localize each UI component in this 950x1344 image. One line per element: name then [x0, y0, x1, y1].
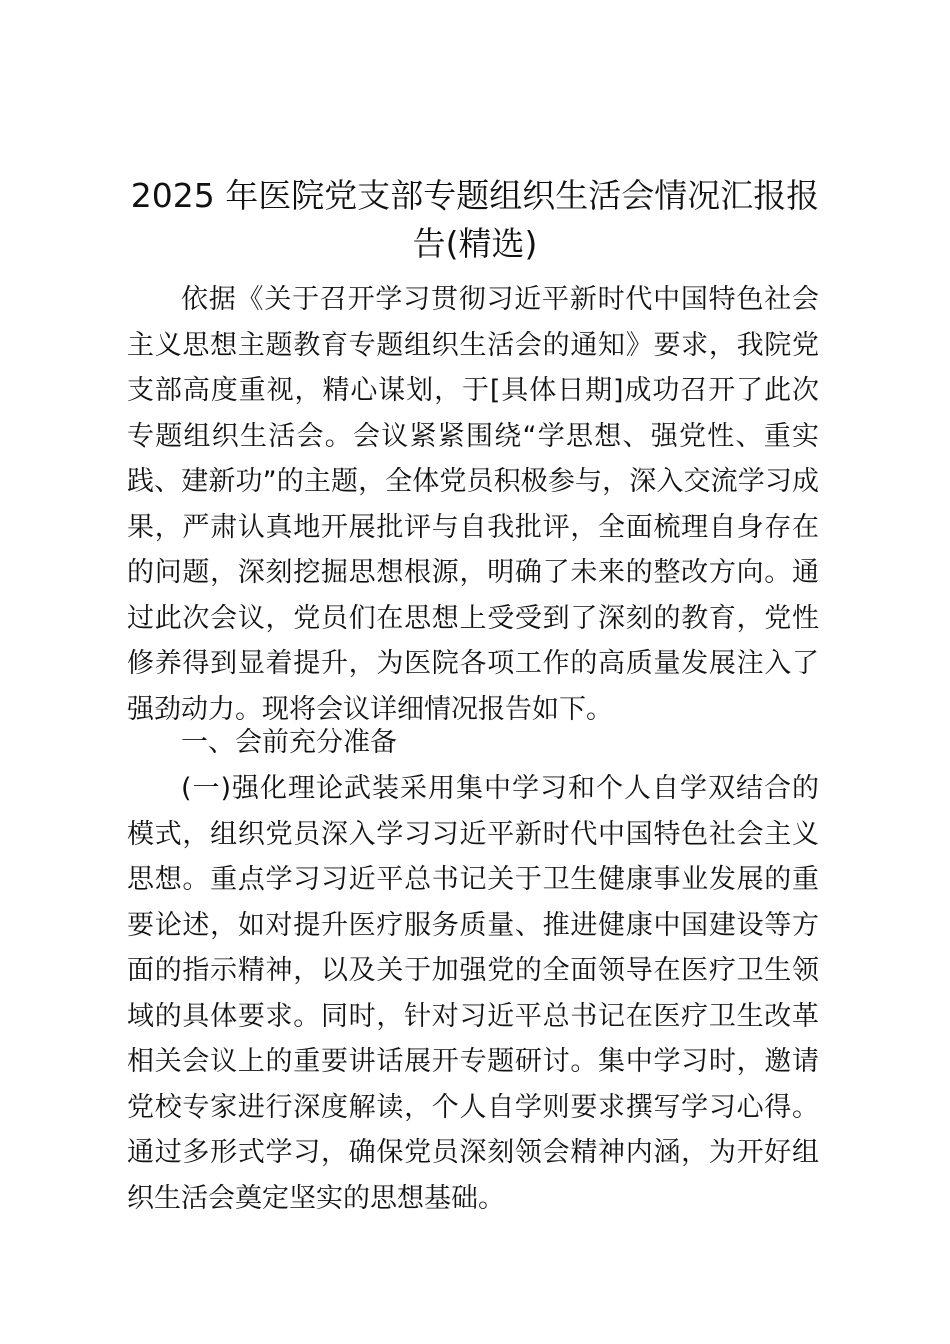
intro-paragraph: 依据《关于召开学习贯彻习近平新时代中国特色社会主义思想主题教育专题组织生活会的通知》要求，我院党支部高度重视，精心谋划，于[具体日期]成功召开了此次专题组织生活会。会议紧紧围绕“学思想、强党性、重实践、建新功”的主题，全体党员积极参与，深入交流学习成果，严肃认真地开展批评与自我批评，全面梳理自身存在的问题，深刻挖掘思想根源，明确了未来的整改方向。通过此次会议，党员们在思想上受受到了深刻的教育，党性修养得到显着提升，为医院各项工作的高质量发展注入了强劲动力。现将会议详细情况报告如下。 — [127, 284, 819, 725]
document-title: 2025 年医院党支部专题组织生活会情况汇报报告(精选) — [130, 176, 820, 263]
section-heading: 一、会前充分准备 — [181, 727, 397, 758]
section-paragraph: (一)强化理论武装采用集中学习和个人自学双结合的模式，组织党员深入学习习近平新时代中国特色社会主义思想。重点学习习近平总书记关于卫生健康事业发展的重要论述，如对提升医疗服务质量、推进健康中国建设等方面的指示精神，以及关于加强党的全面领导在医疗卫生领域的具体要求。同时，针对习近平总书记在医疗卫生改革相关会议上的重要讲话展开专题研讨。集中学习时，邀请党校专家进行深度解读，个人自学则要求撰写学习心得。通过多形式学习，确保党员深刻领会精神内涵，为开好组织生活会奠定坚实的思想基础。 — [127, 773, 819, 1214]
